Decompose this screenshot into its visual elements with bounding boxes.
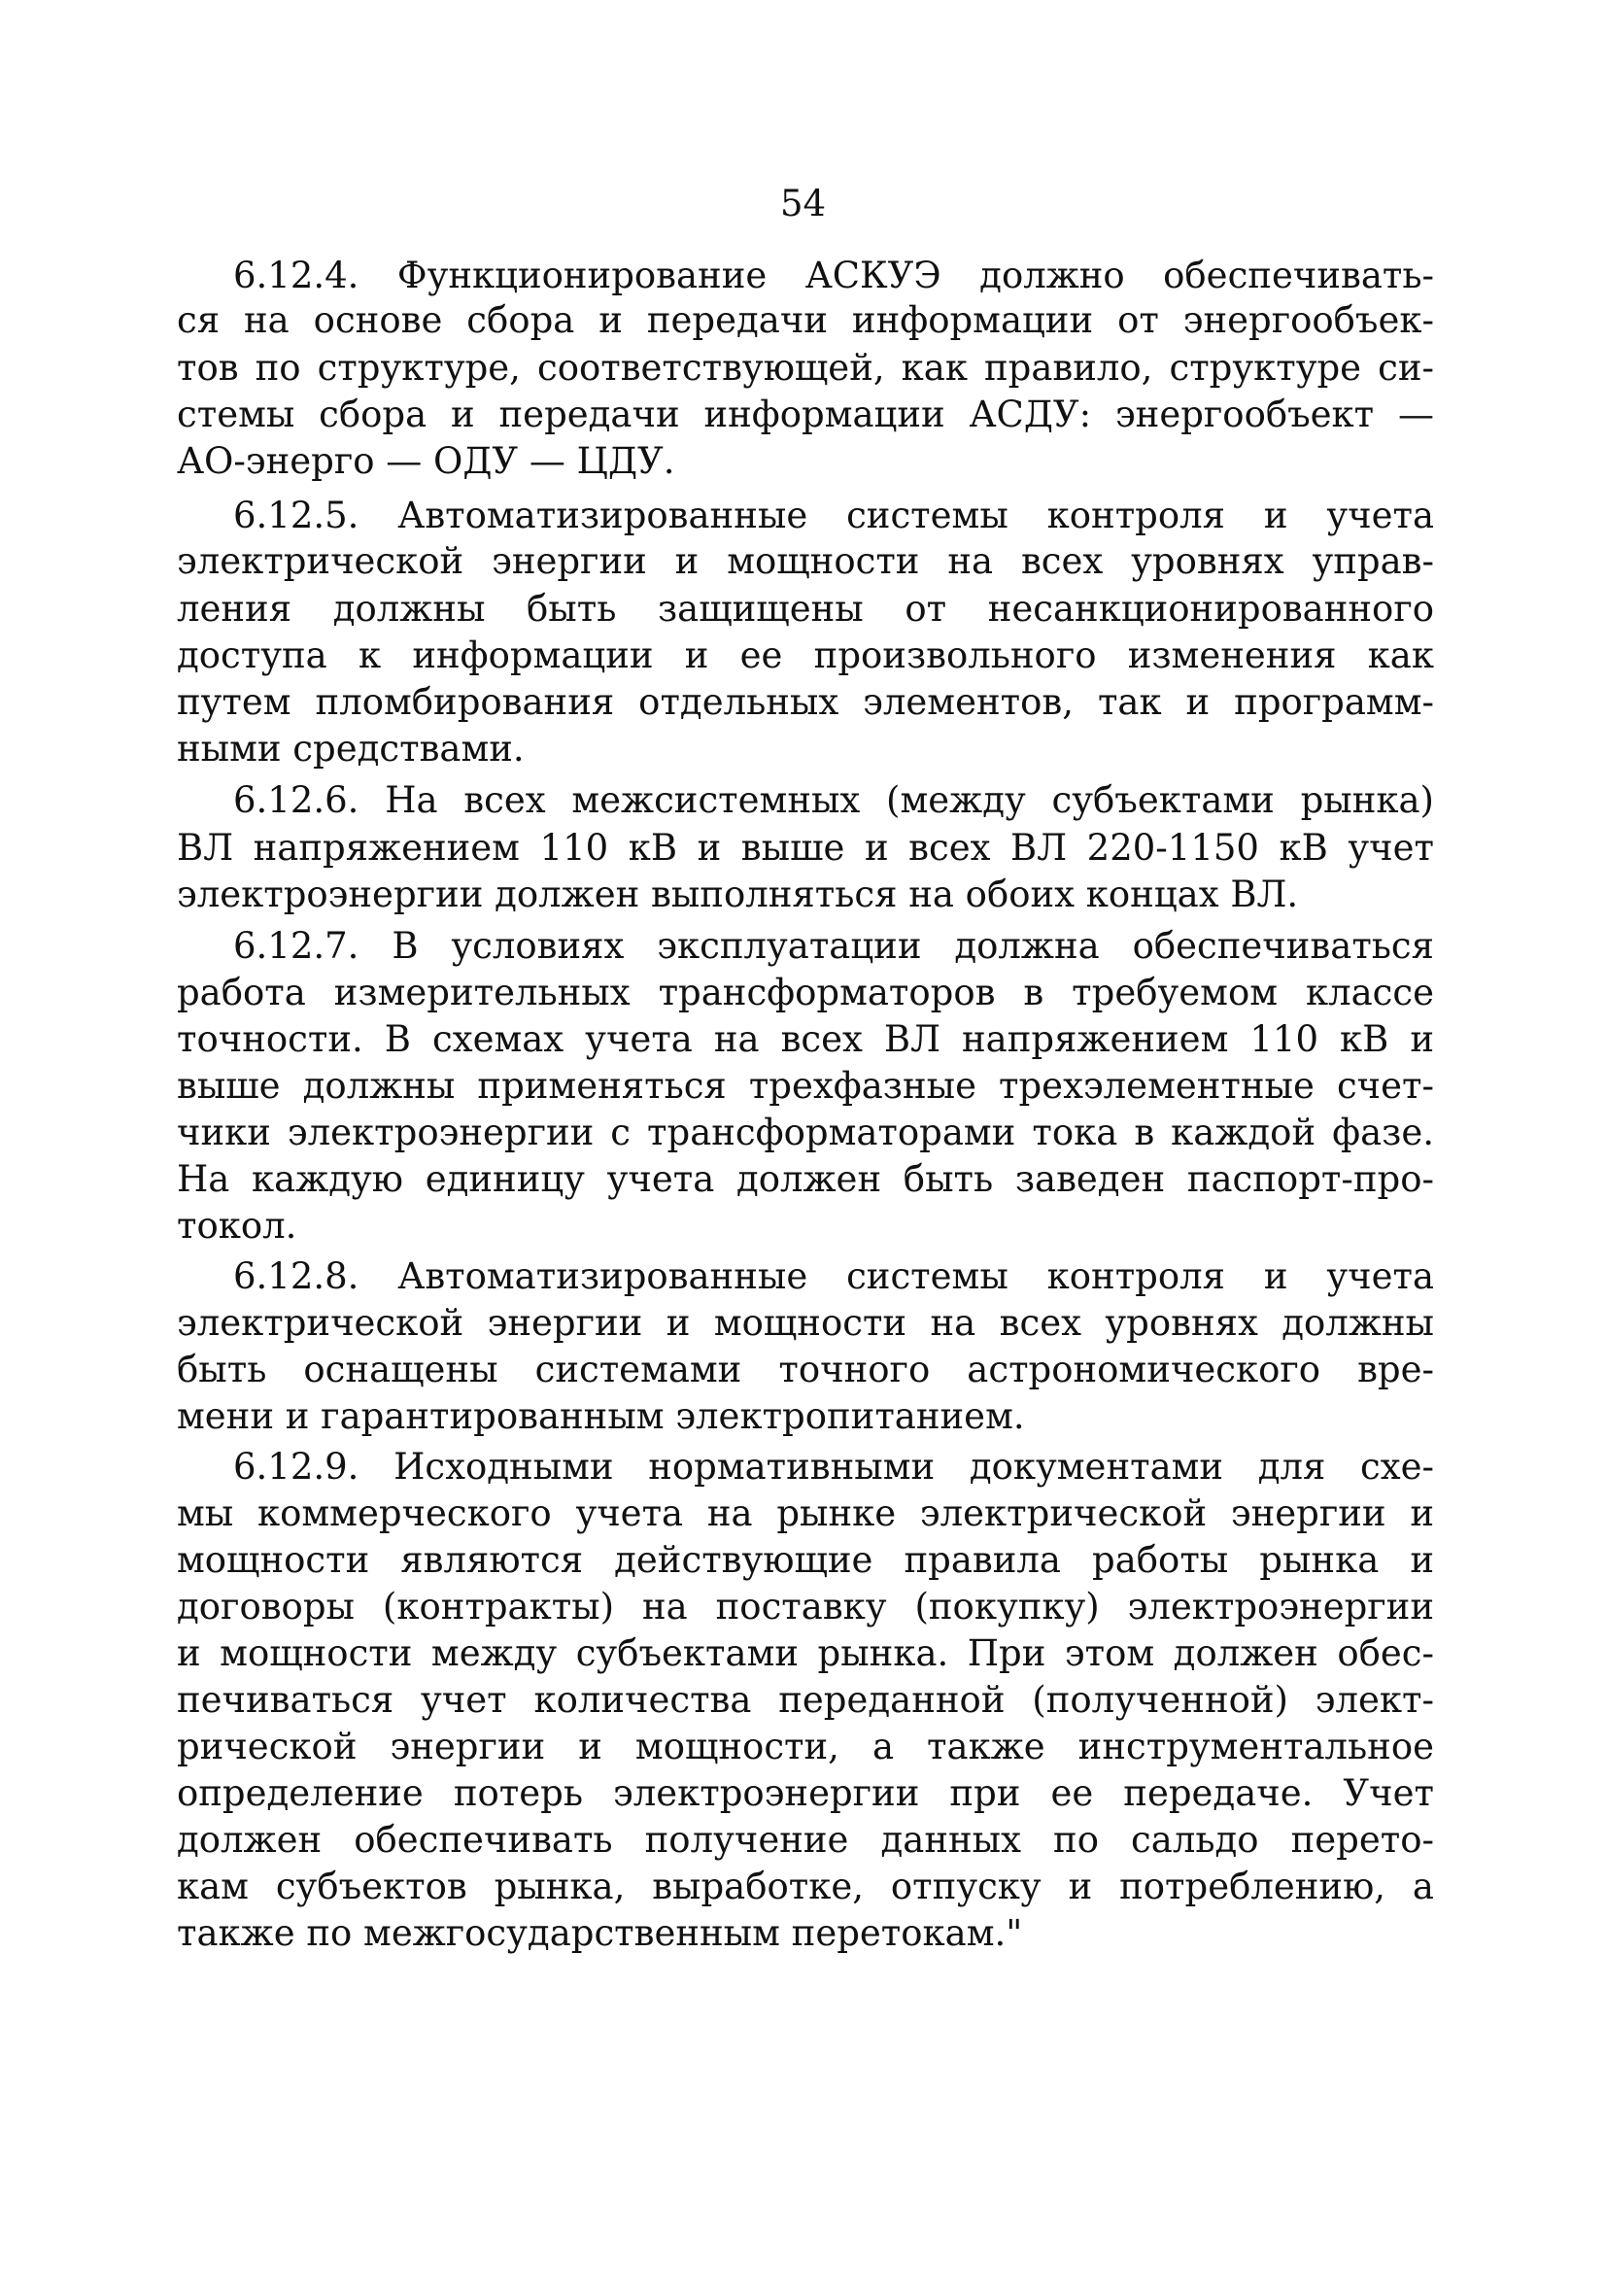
text-line: ления должны быть защищены от несанкционированного [177,588,1434,630]
text-line: токол. [177,1205,297,1247]
text-line: выше должны применяться трехфазные трехэлементные счет- [177,1065,1434,1107]
text-line: 6.12.9. Исходными нормативными документами для схе- [233,1446,1434,1488]
text-line: доступа к информации и ее произвольного изменения как [177,634,1434,676]
text-line: точности. В схемах учета на всех ВЛ напряжением 110 кВ и [177,1018,1434,1060]
text-line: АО-энерго — ОДУ — ЦДУ. [177,440,675,482]
text-line: 6.12.4. Функционирование АСКУЭ должно обеспечивать- [233,255,1434,296]
text-line: мощности являются действующие правила работы рынка и [177,1539,1434,1581]
text-line: работа измерительных трансформаторов в требуемом классе [177,972,1434,1013]
text-line: быть оснащены системами точного астрономического вре- [177,1349,1434,1390]
text-line: ВЛ напряжением 110 кВ и выше и всех ВЛ 220-1150 кВ учет [177,827,1434,869]
text-line: чики электроэнергии с трансформаторами тока в каждой фазе. [177,1112,1434,1153]
text-line: мени и гарантированным электропитанием. [177,1395,1025,1437]
text-line: мы коммерческого учета на рынке электрической энергии и [177,1492,1434,1534]
text-line: тов по структуре, соответствующей, как правило, структуре си- [177,347,1434,389]
text-line: электрической энергии и мощности на всех уровнях управ- [177,540,1434,582]
text-line: электрической энергии и мощности на всех уровнях должны [177,1302,1434,1344]
text-line: должен обеспечивать получение данных по сальдо перето- [177,1819,1434,1861]
text-line: 6.12.8. Автоматизированные системы контроля и учета [233,1255,1434,1297]
text-line: печиваться учет количества переданной (полученной) элект- [177,1679,1434,1721]
text-line: 6.12.7. В условиях эксплуатации должна обеспечиваться [233,925,1434,967]
page-number: 54 [779,183,827,224]
text-line: кам субъектов рынка, выработке, отпуску и потреблению, а [177,1866,1434,1907]
text-line: 6.12.5. Автоматизированные системы контроля и учета [233,495,1434,536]
text-line: На каждую единицу учета должен быть заведен паспорт-про- [177,1158,1434,1200]
text-line: также по межгосударственным перетокам." [177,1912,1023,1954]
text-line: 6.12.6. На всех межсистемных (между субъектами рынка) [233,779,1434,821]
text-line: стемы сбора и передачи информации АСДУ: энергообъект — [177,394,1434,435]
text-line: путем пломбирования отдельных элементов, так и программ- [177,681,1434,723]
text-line: ными средствами. [177,728,525,770]
text-line: и мощности между субъектами рынка. При этом должен обес- [177,1632,1434,1674]
text-line: определение потерь электроэнергии при ее передаче. Учет [177,1772,1434,1814]
text-line: рической энергии и мощности, а также инструментальное [177,1726,1434,1767]
text-line: договоры (контракты) на поставку (покупку) электроэнергии [177,1586,1434,1628]
text-line: ся на основе сбора и передачи информации от энергообъек- [177,299,1434,341]
text-line: электроэнергии должен выполняться на обоих концах ВЛ. [177,874,1299,915]
